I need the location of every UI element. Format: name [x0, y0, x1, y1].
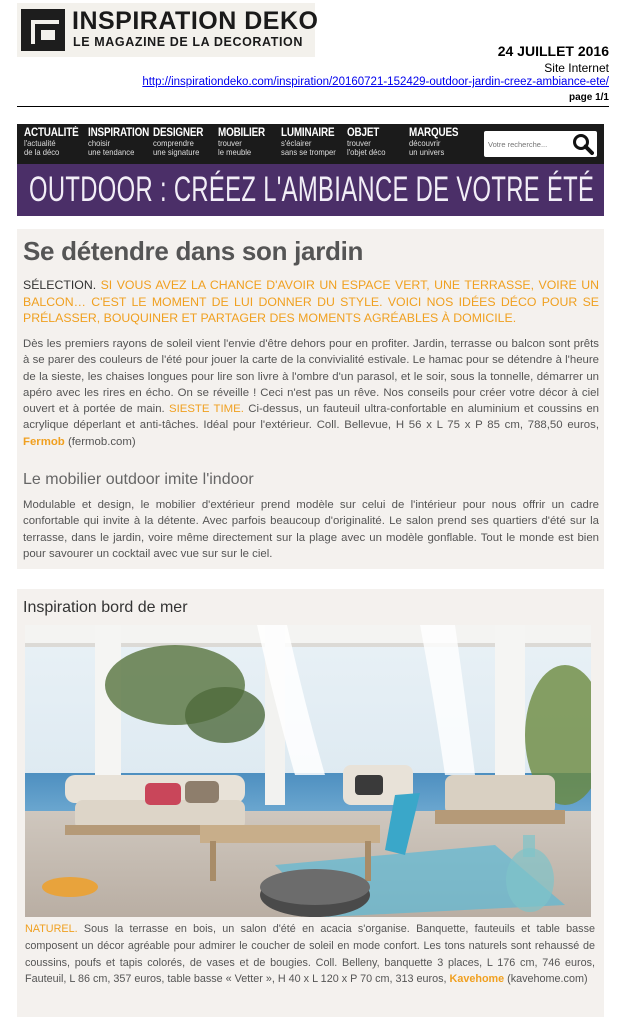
article-subheading: Le mobilier outdoor imite l'indoor [23, 471, 254, 488]
nav-item-inspiration[interactable] [88, 127, 159, 157]
terrace-photo [25, 625, 591, 917]
nav-item-sub: sans se tromper [281, 147, 336, 157]
nav-item-title: MARQUES [409, 127, 459, 139]
search-input[interactable] [488, 137, 574, 151]
clipping-page-number: page 1/1 [568, 92, 609, 103]
site-nav [17, 124, 604, 164]
nav-item-title: LUMINAIRE [281, 127, 335, 139]
paragraph-text: Dès les premiers rayons de soleil vient l'envie d'être dehors pour en profiter. Jardin, terrasse ou balcon sont prêts à se parer des couleurs de l'été pour jouer la carte de la convivialité estivale. Le hamac pour se détendre à l'heure de la sieste, les chaises longues pour lire son livre à l'ombre d'un parasol, et le soir, sous la tonnelle, démarrer un apéro avec les rires en écho. On se réveille ! Ceci n'est pas un rêve. Nos conseils pour créer votre décor à ciel ouvert et à portée de main. [23, 338, 599, 416]
masthead-logo [17, 3, 319, 57]
nav-item-sub: un univers [409, 147, 445, 157]
nav-item-objet[interactable] [347, 127, 390, 157]
banner-title: OUTDOOR : CRÉEZ L'AMBIANCE DE VOTRE ÉTÉ [29, 170, 595, 209]
clipping-url-link[interactable]: http://inspirationdeko.com/inspiration/20160721-152429-outdoor-jardin-creez-ambiance-ete/ [142, 76, 609, 88]
brand-link-fermob[interactable]: Fermob [23, 435, 65, 448]
nav-item-title: ACTUALITÉ [24, 127, 79, 139]
header-divider [17, 106, 609, 107]
inspiration-section [17, 589, 604, 1017]
clipping-source-type: Site Internet [544, 61, 609, 75]
paragraph-text: Ci-dessus, un fauteuil ultra-confortable en aluminium et coussins en acrylique déperlant et anti-tâches. Idéal pour l'extérieur. Coll. Bellevue, H 56 x L 75 x P 85 cm, 788,50 euros, [23, 403, 599, 432]
caption-text: (kavehome.com) [504, 973, 588, 986]
clipping-date: 24 JUILLET 2016 [497, 43, 609, 59]
nav-item-luminaire[interactable] [281, 127, 343, 157]
article-paragraph-1 [23, 336, 599, 450]
nav-item-sub: l'actualité [24, 138, 56, 148]
nav-item-sub: une signature [153, 147, 200, 157]
nav-item-title: OBJET [347, 127, 380, 139]
article-lede [23, 277, 599, 327]
section-heading: Inspiration bord de mer [23, 599, 188, 616]
nav-item-sub: une tendance [88, 147, 135, 157]
logo-mark-icon [21, 9, 65, 51]
photo-caption [25, 921, 595, 988]
lede-text: SI VOUS AVEZ LA CHANCE D'AVOIR UN ESPACE VERT, UNE TERRASSE, VOIRE UN BALCON… C'EST LE MOMENT DE LUI DONNER DU STYLE. VOICI NOS IDÉES DÉCO POUR SE PRÉLASSER, BOUQUINER ET PARTAGER DES MOMENTS AGRÉABLES À DOMICILE. [23, 278, 599, 325]
nav-item-marques[interactable] [409, 127, 466, 157]
nav-item-title: DESIGNER [153, 127, 204, 139]
article-paragraph-2: Modulable et design, le mobilier d'extérieur prend modèle sur celui de l'intérieur pour nous offrir un cadre confortable qui invite à la détente. Avec parfois beaucoup d'originalité. Le salon prend ses quartiers d'été sur la terrasse, dans le jardin, voire même directement sur la plage avec un modèle gonflable. Tout le monde est bien pour savourer un cocktail avec vue sur sur le ciel. [23, 499, 599, 560]
nav-item-title: MOBILIER [218, 127, 265, 139]
search-icon[interactable] [572, 133, 594, 155]
nav-item-designer[interactable] [153, 127, 211, 157]
lede-label: SÉLECTION. [23, 278, 97, 292]
brand-link-kavehome[interactable]: Kavehome [449, 973, 505, 986]
nav-item-sub: l'objet déco [347, 147, 386, 157]
nav-item-sub: le meuble [218, 147, 252, 157]
masthead-subtitle: LE MAGAZINE DE LA DECORATION [73, 35, 303, 49]
masthead-title: INSPIRATION DEKO [72, 7, 319, 35]
caption-text: Sous la terrasse en bois, un salon d'été en acacia s'organise. Banquette, fauteuils et table basse composent un décor agréable pour admirer le coucher de soleil en mode confort. Les tons naturels sont rehaussé de coussins, poufs et tapis colorés, de vases et de bougies. Coll. Belleny, banquette 3 places, L 176 cm, 746 euros, Fauteuil, L 86 cm, 357 euros, table basse « Vetter », H 40 x L 120 x P 70 cm, 313 euros, [25, 923, 595, 986]
nav-item-sub: découvrir [409, 138, 441, 148]
nav-item-mobilier[interactable] [218, 127, 273, 157]
paragraph-highlight: SIESTE TIME. [168, 403, 244, 416]
terrace-illustration [25, 625, 591, 917]
nav-item-sub: trouver [218, 138, 242, 148]
article-banner [17, 164, 604, 216]
nav-item-sub: trouver [347, 138, 371, 148]
nav-item-sub: comprendre [153, 138, 194, 148]
paragraph-text: (fermob.com) [64, 435, 136, 448]
search-box [484, 131, 597, 157]
nav-item-title: INSPIRATION [88, 127, 150, 139]
nav-item-sub: choisir [88, 138, 111, 148]
article-section [17, 229, 604, 569]
caption-label: NATUREL. [25, 923, 78, 935]
article-heading: Se détendre dans son jardin [23, 236, 364, 266]
nav-item-sub: de la déco [24, 147, 60, 157]
nav-item-sub: s'éclairer [281, 138, 312, 148]
nav-item-actualite[interactable] [24, 127, 87, 157]
